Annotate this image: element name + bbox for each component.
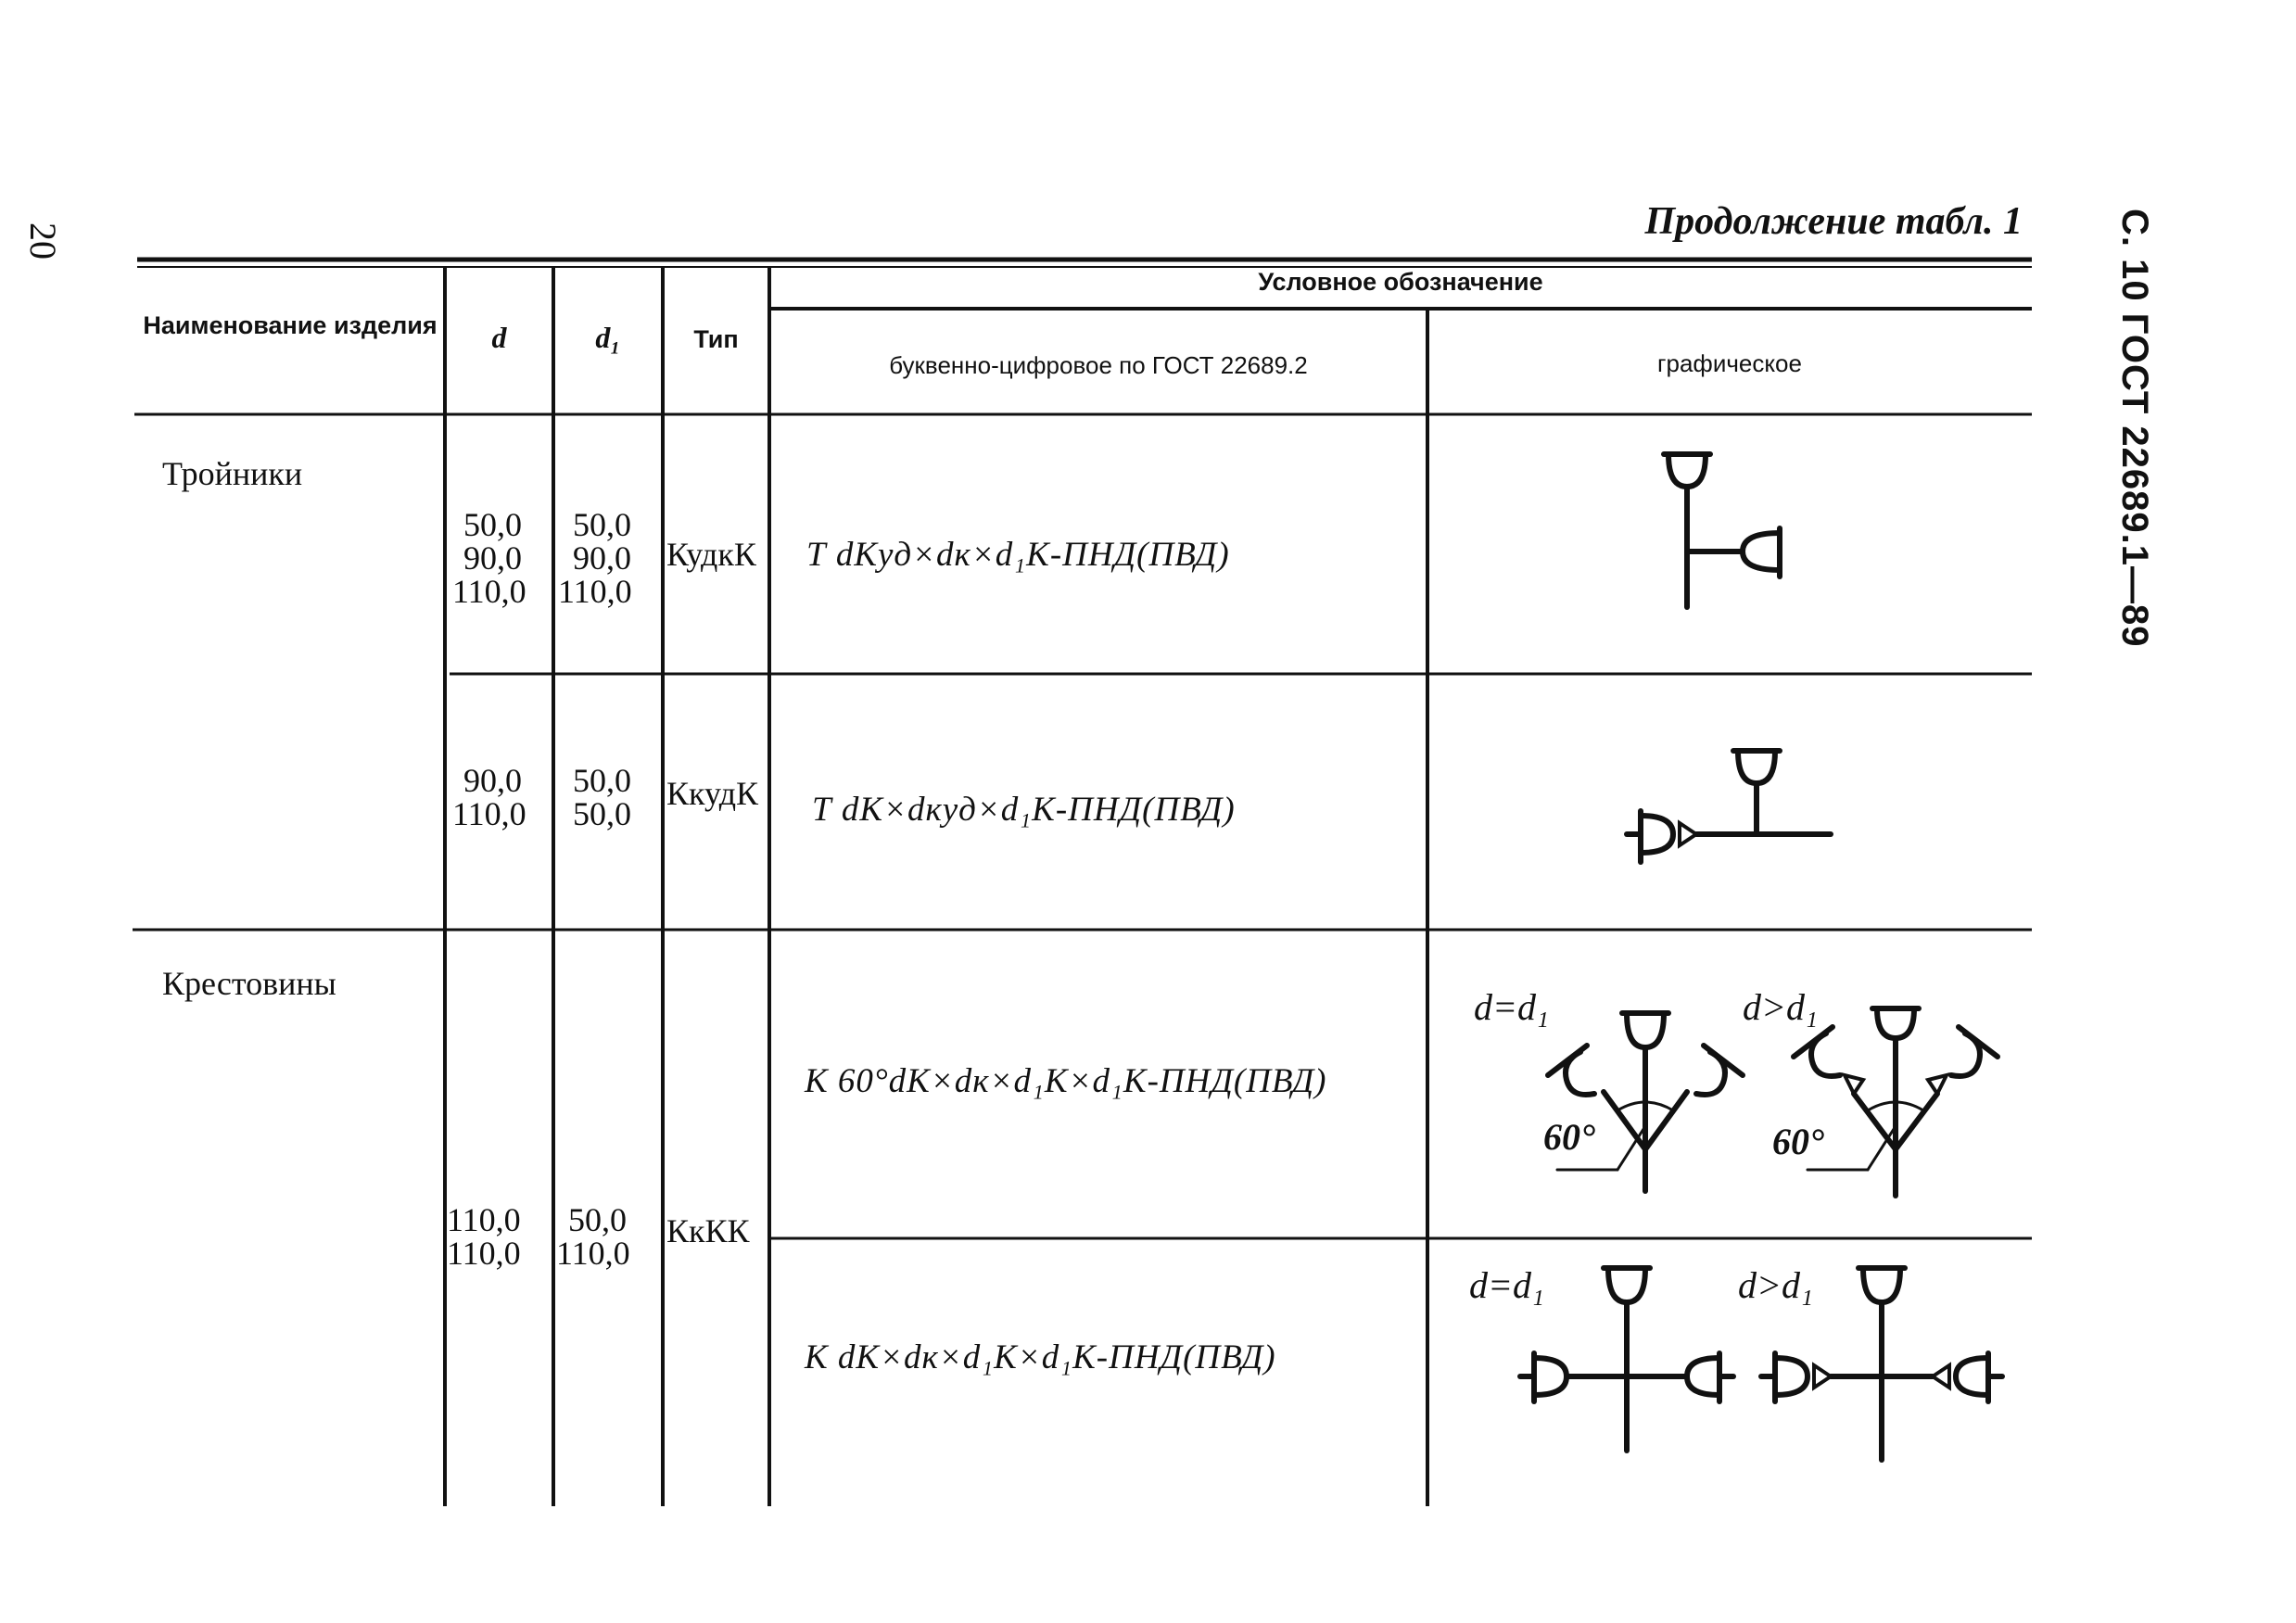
header-d: d xyxy=(491,321,507,354)
row2-type: КкудК xyxy=(666,775,759,812)
cross-symbol-equal xyxy=(1520,1268,1733,1451)
row2-code: Т dK×dкуд×d₁K-ПНД(ПВД) xyxy=(812,791,1236,829)
cross-60-symbol-equal xyxy=(1548,1013,1743,1191)
row2-d: 90,0 110,0 xyxy=(452,762,526,832)
cross-60-symbol-greater xyxy=(1794,1008,1998,1196)
row3-code: К 60°dK×dк×d₁K×d₁K-ПНД(ПВД) xyxy=(805,1062,1327,1100)
row2-d1: 50,0 50,0 xyxy=(573,762,631,832)
row1-code: Т dKуд×dк×d₁K-ПНД(ПВД) xyxy=(806,536,1230,574)
crosses-type: КкКК xyxy=(666,1212,750,1249)
row1-d1: 50,0 90,0 110,0 xyxy=(558,506,632,610)
label-greater-1: d>d₁ xyxy=(1743,986,1818,1028)
page-number: 20 xyxy=(22,222,64,260)
angle-label-1: 60° xyxy=(1543,1116,1595,1158)
standard-header: С. 10 ГОСТ 22689.1—89 xyxy=(2114,209,2155,648)
continuation-label: Продолжение табл. 1 xyxy=(1644,200,2023,243)
label-equal-1: d=d₁ xyxy=(1474,986,1549,1028)
header-designation: Условное обозначение xyxy=(1258,268,1543,296)
header-graphic: графическое xyxy=(1657,349,1802,377)
header-d1: d₁ xyxy=(595,321,621,354)
label-greater-2: d>d₁ xyxy=(1738,1264,1813,1306)
row4-code: К dK×dк×d₁K×d₁K-ПНД(ПВД) xyxy=(805,1338,1276,1376)
group-name-tees: Тройники xyxy=(162,455,303,492)
group-name-crosses: Крестовины xyxy=(162,965,336,1002)
row1-d: 50,0 90,0 110,0 xyxy=(452,506,526,610)
row1-type: КудкК xyxy=(666,536,756,573)
label-equal-2: d=d₁ xyxy=(1469,1264,1544,1306)
crosses-d1: 50,0 110,0 xyxy=(556,1201,630,1272)
header-name: Наименование изделия xyxy=(143,311,438,339)
header-type: Тип xyxy=(693,325,739,353)
tee-symbol-2 xyxy=(1627,751,1831,862)
tee-symbol-1 xyxy=(1664,454,1780,607)
angle-label-2: 60° xyxy=(1772,1121,1824,1162)
crosses-d: 110,0 110,0 xyxy=(447,1201,521,1272)
header-alphanumeric: буквенно-цифровое по ГОСТ 22689.2 xyxy=(889,351,1308,379)
